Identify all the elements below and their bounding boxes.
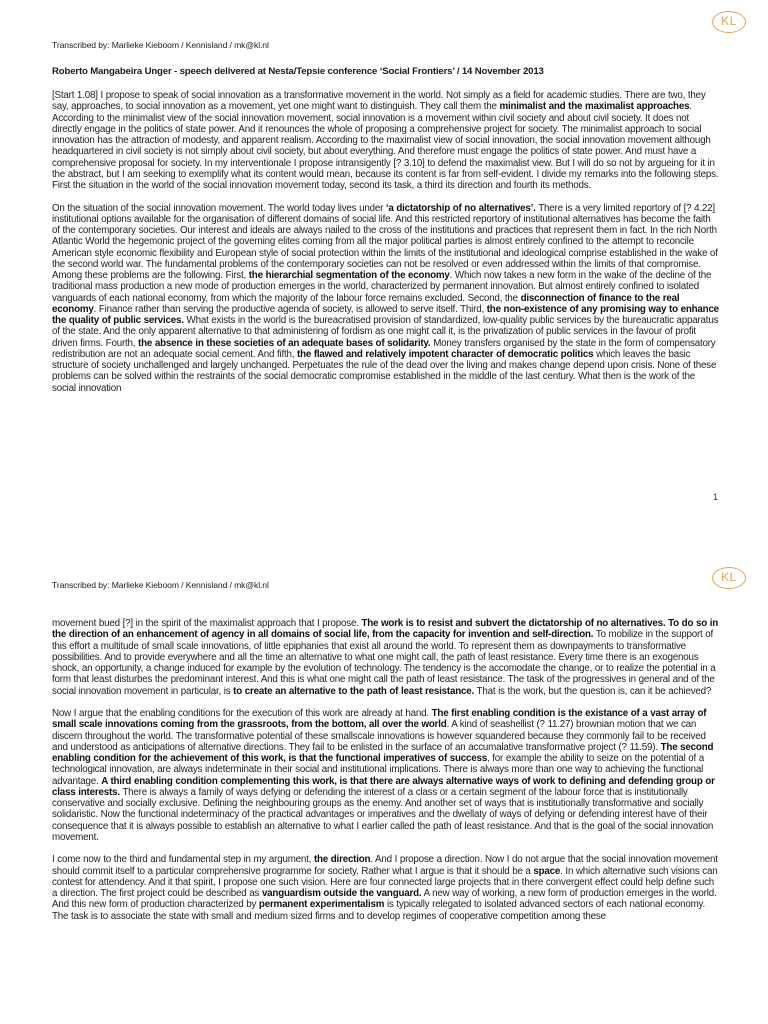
text-run: A new way of working, a new form of production emerges in the world. And this new form of production characterized by: [52, 888, 717, 911]
text-run: Now I argue that the enabling conditions for the execution of this work are already at hand.: [52, 708, 432, 720]
page-gap: [0, 516, 768, 566]
text-run: is typically relegated to isolated advanced sectors of each national economy. The task is to associate the state with small and medium sized firms and to develop regimes of cooperative competition among these: [52, 899, 706, 922]
text-run: What exists in the world is the bureacratised provision of standardized, low-quality public services by the bureaucratic apparatus of the state. And the only apparent alternative to that administering of fordism as one might call it, is the privatization of public services in the favour of profit driven firms. Fourth,: [52, 315, 719, 349]
bold-text: permanent experimentalism: [258, 899, 385, 911]
bold-text: vanguardism outside the vanguard.: [261, 888, 422, 900]
bold-text: The work is to resist and subvert the dictatorship of no alternatives. To do so in the direction of an enhancement of agency in all domains of social life, from the capacity for invention and self-direction.: [52, 618, 719, 641]
bold-text: ‘a dictatorship of no alternatives’.: [385, 202, 536, 214]
bold-text: the flawed and relatively impotent character of democratic politics: [297, 348, 594, 360]
document-title: Roberto Mangabeira Unger - speech delivered at Nesta/Tepsie conference ‘Social Frontiers’ / 14 November 2013: [52, 66, 544, 77]
bold-text: The first enabling condition is the existance of a vast array of small scale innovations coming from the grassroots, from the bottom, all over the world: [52, 708, 707, 731]
page-number: 1: [712, 492, 718, 502]
bold-text: A third enabling condition complementing this work, is that there are always alternative ways of work to defining and defending group or class interests.: [52, 775, 715, 798]
text-run: movement bued [?] in the spirit of the maximalist approach that I propose.: [52, 618, 362, 629]
paragraph: [52, 854, 720, 922]
paragraph: [52, 618, 720, 697]
text-run: . According to the minimalist view of the social innovation movement, social innovation is a movement within civil society and about civil society. It does not directly engage in the politics of state power. And it renounces the whole of proposing a comprehensive project for society. The minimalist approach to social innovation has the attraction of modesty, and apparent realism. According to the maximalist view of social innovation, the social innovation movement although headquartered in civil society is not simply about civil society, but about everything. And therefore must engage the politics of state power. And must have a comprehensive proposal for society. In my interventionale I propose intransigently [? 3.10] to defend the maximalist view. But I will do so not by argueing for it in the abstract, but I am seeking to exemplify what its content would mean, because its content is far from self-evident. I divide my remarks into the following steps. First the situation in the world of the social innovation movement today, second its task, a third its direction and fourth its methods.: [52, 101, 719, 191]
transcriber-credit: Transcribed by: Marlieke Kieboom / Kennisland / mk@kl.nl: [52, 580, 269, 590]
text-run: On the situation of the social innovation movement. The world today lives under: [52, 202, 386, 214]
text-run: There is always a family of ways defying or defending the interest of a class or a certain segment of the labour force that is institutionally conservative and socially exclusive. Defining the neighbouring groups as the enemy. And another set of ways that is institutionally transformative and socially solidaristic. Now the functional indeterminacy of the practical advantages or imperatives and the dwellaty of ways of defying or defending interest have of their consequence that it is always possible to establish an alternative to what I earlier called the path of least resistance. And that is the goal of the social innovation movement.: [52, 786, 714, 843]
text-run: There is a very limited reportory of [? 4.22] institutional options available for the organisation of different domains of social life. And this restricted reportory of institutional alternatives has become the faith of the contemporary societies. Our interest and ideals are always nailed to the cross of the institutions and practices that represent them in fact. In the rich North Atlantic World the hegemonic project of the governing elites coming from all the major political parties is almost entirely confined to the attempt to reconcile American style economic flexibility and European style of social protection within the limits of the institutional and ideological comprise established in the wake of the second world war. The fundamental problems of the contemporary societies can not be resolved or even addressed within the limits of that compromise. Among these problems are the following. First,: [52, 202, 718, 282]
text-run: which leaves the basic structure of society unchallenged and largely unchanged. Perpetuates the rule of the dead over the living and makes change depend upon crisis. None of these problems can be solved within the restraints of the social democratic compromise established in the middle of the last century. What then is the work of the social innovation: [52, 348, 717, 394]
bold-text: space: [533, 865, 561, 877]
kennisland-logo: KL: [712, 11, 746, 33]
kennisland-logo: KL: [712, 567, 746, 589]
paragraph: [52, 203, 720, 394]
text-run: I come now to the third and fundamental step in my argument,: [52, 854, 314, 866]
text-run: To mobilize in the support of this effort a multitude of small scale innovations, of little epiphanies that exist all around the world. To represent them as downpayments to transformative possibilities. And to provide everywhere and all the time an alternative to what one might call, the path of least resistance. Every time there is an exogenous shock, an opportunity, a change induced for example by the evolution of technology. The tendency is the accomodate the change, or to realize the potential in a form that least disturbes the predominant interest. And this is what one might call the path of least resistance. The task of the progressives in general and of the social innovation movement in particular, is: [52, 629, 716, 697]
page-1-body: [52, 90, 720, 405]
text-run: [Start 1.08] I propose to speak of social innovation as a transformative movement in the world. Not simply as a field for academic studies. There are two, they say, approaches, to social innovation as a movement, yet one might want to distinguish. They call them the: [52, 90, 706, 113]
document-page-2: [0, 566, 768, 1024]
text-run: . Which now takes a new form in the wake of the decline of the traditional mass production a new mode of production emerges in the world, characterized by permanent innovation. But almost entirely confined to isolated vanguards of each national economy, from which the majority of the labour force remains excluded. Second, the: [52, 270, 712, 304]
text-run: , for example the ability to seize on the potential of a technological innovation, are always indeterminate in their social and institutional implications. There is always more than one way to achieving the functional advantage.: [52, 753, 705, 787]
paragraph: [52, 708, 720, 843]
bold-text: disconnection of finance to the real economy: [52, 292, 680, 315]
text-run: . Finance rather than serving the productive agenda of society, is allowed to serve itself. Third,: [93, 303, 487, 315]
bold-text: the direction: [313, 854, 371, 866]
text-run: Money transfers organised by the state in the form of compensatory redistribution are not an adequate social cement. And fifth,: [52, 337, 716, 360]
bold-text: minimalist and the maximalist approaches: [499, 101, 690, 113]
bold-text: the hierarchial segmentation of the economy: [248, 270, 450, 282]
paragraph: [52, 90, 720, 191]
text-run: . And I propose a direction. Now I do not argue that the social innovation movement should commit itself to a particular comprehensive programme for society. Rather what I argue is that it should be a: [52, 854, 718, 877]
bold-text: the non-existence of any promising way to enhance the quality of public services.: [52, 303, 719, 327]
transcriber-credit: Transcribed by: Marlieke Kieboom / Kennisland / mk@kl.nl: [52, 40, 269, 50]
page-2-body: [52, 618, 720, 933]
text-run: That is the work, but the question is, can it be achieved?: [474, 685, 712, 697]
bold-text: The second enabling condition for the achievement of this work, is that the functional imperatives of success: [52, 741, 714, 765]
bold-text: the absence in these societies of an adequate bases of solidarity.: [138, 337, 431, 349]
text-run: . A kind of seashellist (? 11.27) brownian motion that we can discern throughout the world. The transformative potential of these smallscale innovations is however squandered because they commonly fail to be received and understood as anticipations of alternative directions. They fail to be enlisted in the surface of an accumalative transformative project (? 11.59).: [52, 719, 706, 753]
text-run: . In which alternative such visions can contest for attendency. And it that spirit, I propose one such vision. Here are four connected large projects that in there convergent effect could help define such a direction. The first project could be described as: [52, 865, 718, 900]
bold-text: to create an alternative to the path of least resistance.: [233, 685, 475, 697]
